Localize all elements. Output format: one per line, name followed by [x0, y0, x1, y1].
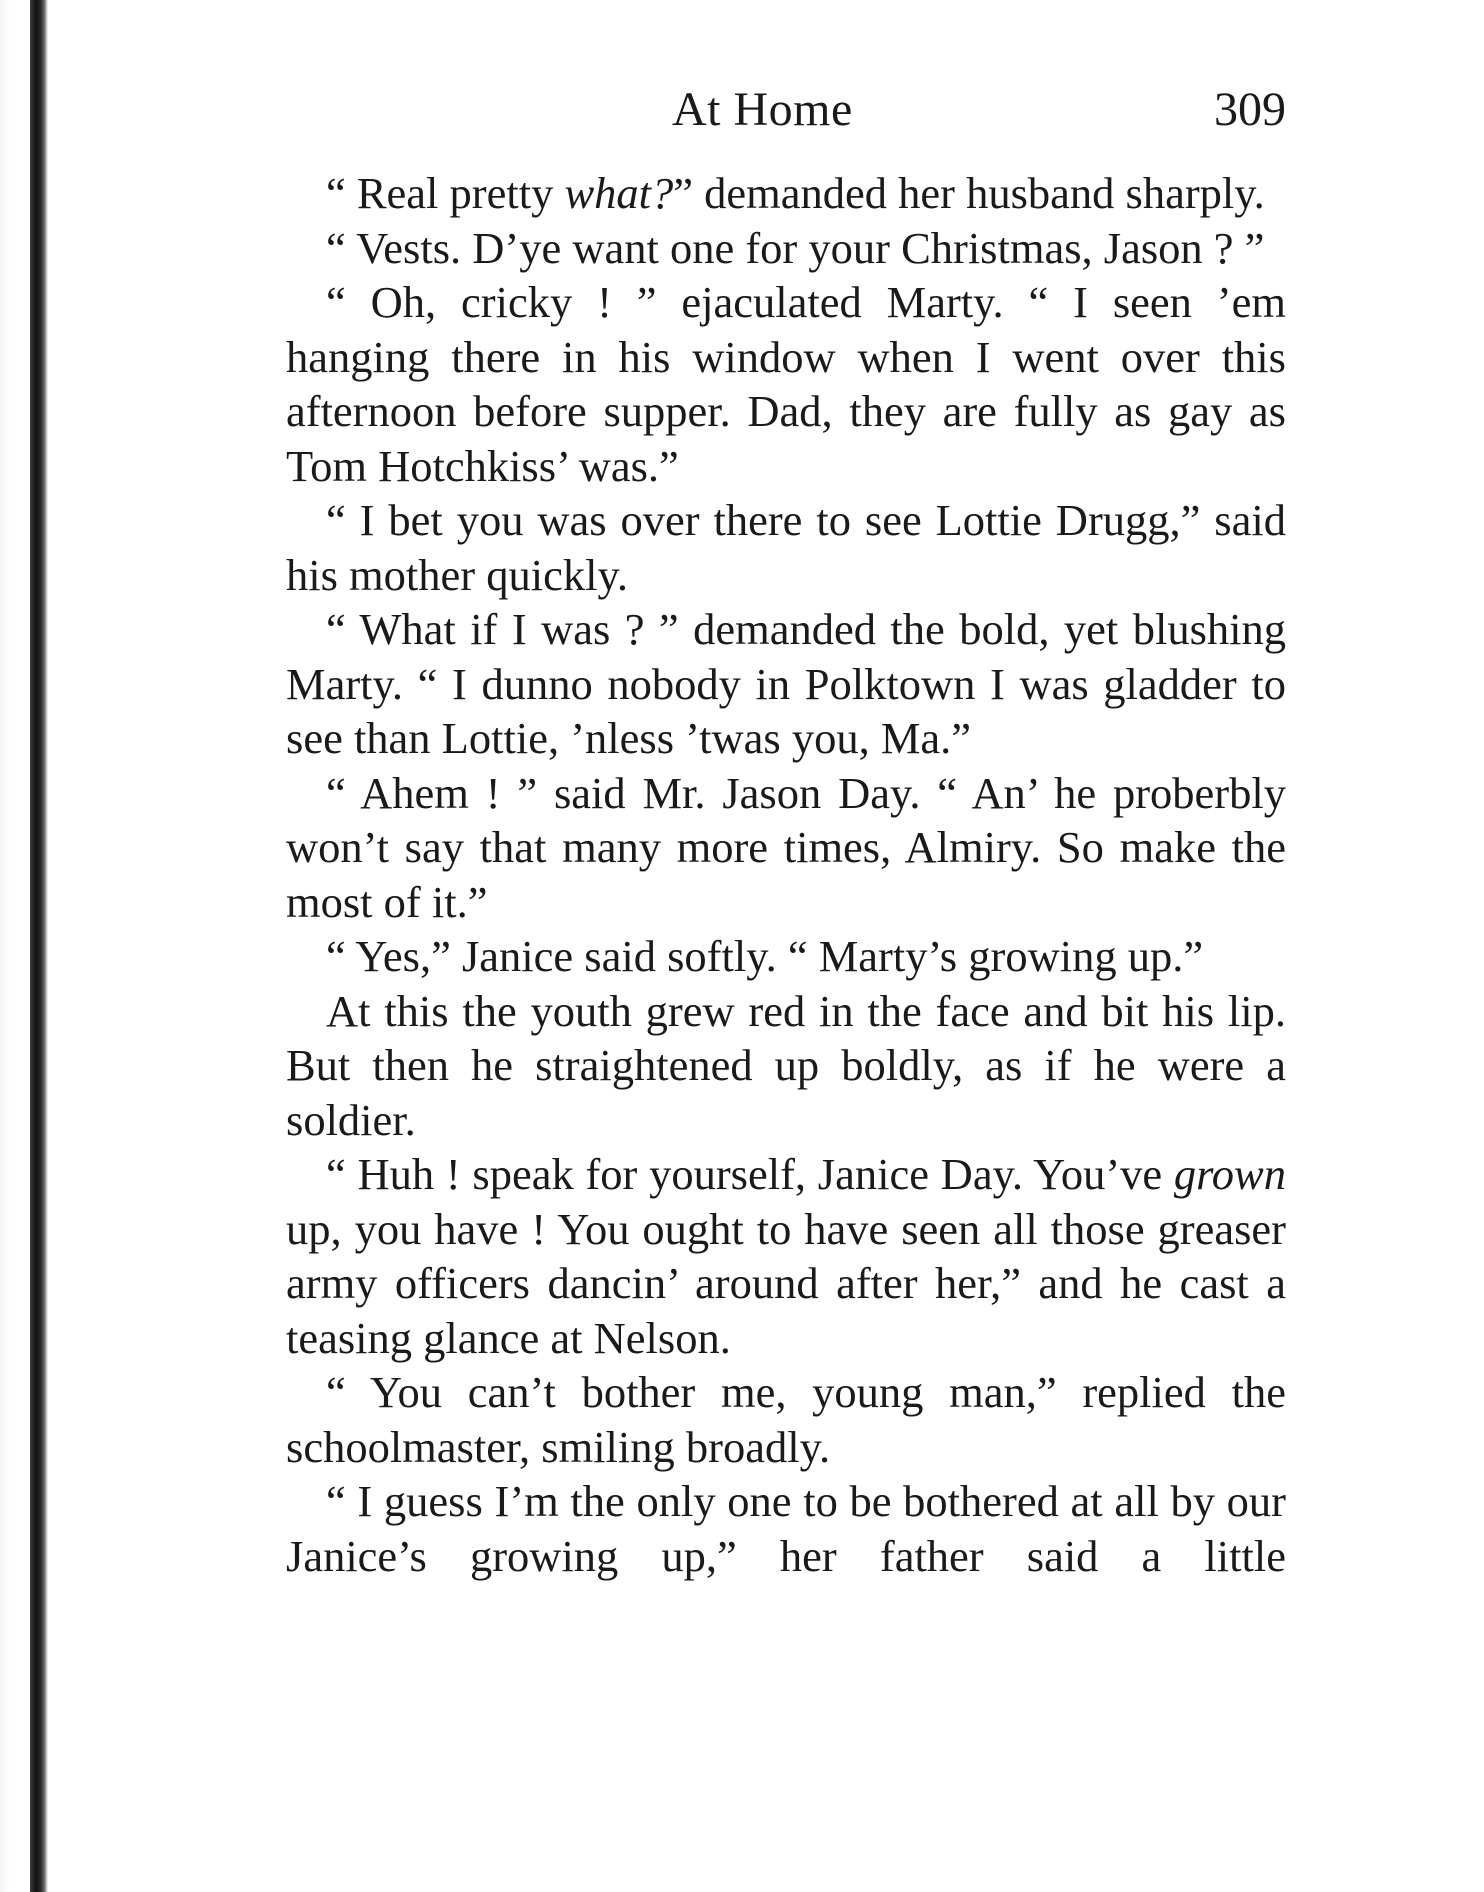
- body-text: [286, 166, 1286, 1583]
- paragraph: “ What if I was ? ” demanded the bold, yet blushing Marty. “ I dunno nobody in Polktown I was gladder to see than Lottie, ’nless ’twas you, Ma.”: [286, 604, 1286, 763]
- paragraph: At this the youth grew red in the face and bit his lip. But then he straightened up boldly, as if he were a soldier.: [286, 985, 1286, 1145]
- paragraph: “ Ahem ! ” said Mr. Jason Day. “ An’ he proberbly won’t say that many more times, Almiry. So make the most of it.”: [286, 767, 1286, 927]
- paragraph: “ You can’t bother me, young man,” replied the schoolmaster, smiling broadly.: [286, 1367, 1286, 1472]
- paragraph: “ I bet you was over there to see Lottie Drugg,” said his mother quickly.: [286, 495, 1286, 600]
- scan-edge: [0, 0, 10, 1892]
- page-number: 309: [1214, 83, 1286, 136]
- paragraph: “ Vests. D’ye want one for your Christmas, Jason ? ”: [326, 222, 1265, 273]
- page-header: [286, 80, 1286, 140]
- book-binding-shadow: [30, 0, 48, 1892]
- running-head: At Home: [672, 83, 853, 136]
- paragraph: “ I guess I’m the only one to be bothered at all by our Janice’s growing up,” her father said a little: [286, 1476, 1286, 1581]
- paragraph: “ Yes,” Janice said softly. “ Marty’s growing up.”: [326, 931, 1204, 981]
- paragraph: “ Real pretty what?” demanded her husband sharply.: [326, 168, 1265, 218]
- paragraph: “ Huh ! speak for yourself, Janice Day. You’ve grown up, you have ! You ought to have seen all those greaser army officers dancin’ around after her,” and he cast a teasing glance at Nelson.: [286, 1149, 1286, 1363]
- paragraph: “ Oh, cricky ! ” ejaculated Marty. “ I seen ’em hanging there in his window when I went over this afternoon before supper. Dad, they are fully as gay as Tom Hotchkiss’ was.”: [286, 277, 1286, 491]
